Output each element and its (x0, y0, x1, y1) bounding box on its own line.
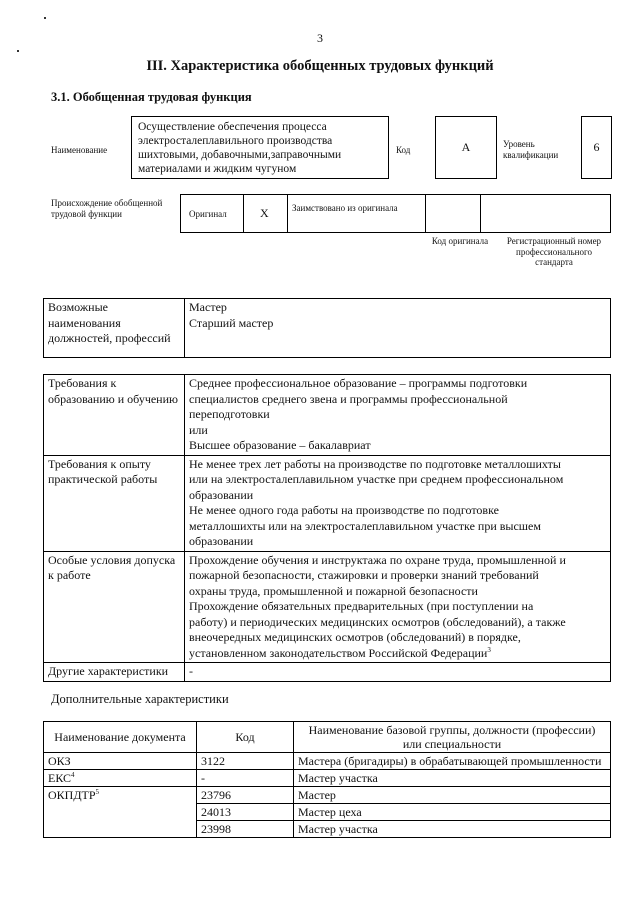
level-value: 6 (593, 140, 600, 154)
requirement-label: Требования к опыту практической работы (44, 455, 185, 551)
original-code-cell (426, 195, 481, 232)
subsection-title: 3.1. Обобщенная трудовая функция (51, 90, 252, 104)
name-cell: Мастера (бригадиры) в обрабатывающей промышленности (294, 753, 611, 770)
section-title: III. Характеристика обобщенных трудовых функций (146, 58, 494, 74)
code-cell: 24013 (197, 804, 294, 821)
requirement-text: - (185, 663, 611, 682)
positions-table (43, 298, 611, 358)
requirement-row (44, 551, 611, 663)
code-cell: 23998 (197, 821, 294, 838)
text-line: Прохождение обучения и инструктажа по охране труда, промышленной и (189, 552, 566, 567)
text-line: специалистов среднего звена и программы профессиональной (189, 391, 508, 406)
reg-caption: Регистрационный номер профессионального стандарта (506, 236, 602, 267)
name-cell: Мастер (294, 787, 611, 804)
text-line: образовании (189, 487, 254, 502)
header-doc: Наименование документа (44, 722, 197, 753)
original-cell (181, 195, 244, 232)
page-number: 3 (317, 31, 323, 45)
additional-title: Дополнительные характеристики (51, 692, 229, 706)
text-line: Не менее трех лет работы на производстве по подготовке металлошихты (189, 456, 561, 471)
text-line (189, 646, 606, 662)
function-name: Осуществление обеспечения процесса электросталеплавильного производства шихтовыми, добавочными,заправочными материалами и жидким чугуном (138, 121, 342, 175)
text-line: образовании (189, 534, 254, 548)
footnote-ref: 4 (71, 771, 75, 779)
footnote-ref: 3 (487, 645, 491, 654)
code-caption: Код оригинала (431, 236, 489, 246)
doc-name: ОКПДТР (48, 788, 96, 802)
doc-cell (44, 753, 197, 770)
name-cell: Мастер цеха (294, 804, 611, 821)
requirement-text (185, 551, 611, 663)
code-cell: 23796 (197, 787, 294, 804)
requirement-label: Другие характеристики (44, 663, 185, 682)
scan-mark (44, 17, 46, 19)
borrowed-cell (288, 195, 426, 232)
requirement-label: Особые условия допуска к работе (44, 551, 185, 663)
level-box (581, 116, 612, 179)
position-item: Мастер (189, 300, 227, 314)
positions-label: Возможные наименования должностей, профессий (44, 299, 185, 358)
text-line: или на электросталеплавильном участке при среднем профессиональном (189, 472, 564, 486)
name-cell: Мастер участка (294, 770, 611, 787)
requirement-label: Требования к образованию и обучению (44, 375, 185, 456)
code-value: А (461, 140, 471, 154)
additional-header-row (44, 722, 611, 753)
text-line: Не менее одного года работы на производстве по подготовке (189, 503, 499, 517)
requirement-text (185, 455, 611, 551)
doc-name: ОКЗ (48, 754, 71, 768)
text-line: Прохождение обязательных предварительных (при поступлении на (189, 599, 534, 613)
original-label: Оригинал (189, 209, 227, 219)
borrowed-label: Заимствовано из оригинала (292, 203, 398, 213)
text-line: Среднее профессиональное образование – программы подготовки (189, 376, 528, 390)
doc-cell (44, 770, 197, 787)
code-cell: 3122 (197, 753, 294, 770)
table-row (44, 770, 611, 787)
name-label: Наименование (51, 145, 108, 155)
text-line: охраны труда, промышленной и пожарной безопасности (189, 583, 478, 598)
text-line: или (189, 422, 208, 437)
requirement-row (44, 455, 611, 551)
table-row (44, 787, 611, 804)
doc-name: ЕКС (48, 771, 72, 785)
original-mark-cell (244, 195, 288, 232)
function-name-box (131, 116, 389, 179)
text-line: внеочередных медицинских осмотров (обследований) в порядке, (189, 630, 521, 644)
positions-cell (185, 299, 611, 358)
header-code: Код (197, 722, 294, 753)
requirements-table (43, 374, 611, 682)
text-line-main: установленном законодательством Российской Федерации (189, 645, 488, 660)
original-mark: X (260, 206, 269, 220)
footnote-ref: 5 (95, 788, 100, 796)
text-line: Высшее образование – бакалавриат (189, 438, 371, 452)
text-line: работу) и периодических медицинских осмотров (обследований), а также (189, 614, 566, 629)
header-name: Наименование базовой группы, должности (профессии) или специальности (294, 722, 611, 753)
doc-cell (44, 787, 197, 838)
requirement-row (44, 663, 611, 682)
origin-row (180, 194, 611, 233)
code-label: Код (396, 145, 411, 155)
code-box (435, 116, 497, 179)
name-cell: Мастер участка (294, 821, 611, 838)
table-row (44, 753, 611, 770)
text-line: металлошихты или на электросталеплавильном участке при высшем (189, 518, 541, 533)
additional-table (43, 721, 611, 838)
scan-mark (17, 50, 19, 52)
origin-label: Происхождение обобщенной трудовой функции (51, 198, 163, 219)
requirement-row (44, 375, 611, 456)
level-label: Уровень квалификации (503, 139, 559, 160)
requirement-text (185, 375, 611, 456)
position-item: Старший мастер (189, 315, 274, 330)
text-line: пожарной безопасности, стажировки и проверки знаний требований (189, 568, 539, 582)
code-cell: - (197, 770, 294, 787)
text-line: переподготовки (189, 407, 270, 421)
